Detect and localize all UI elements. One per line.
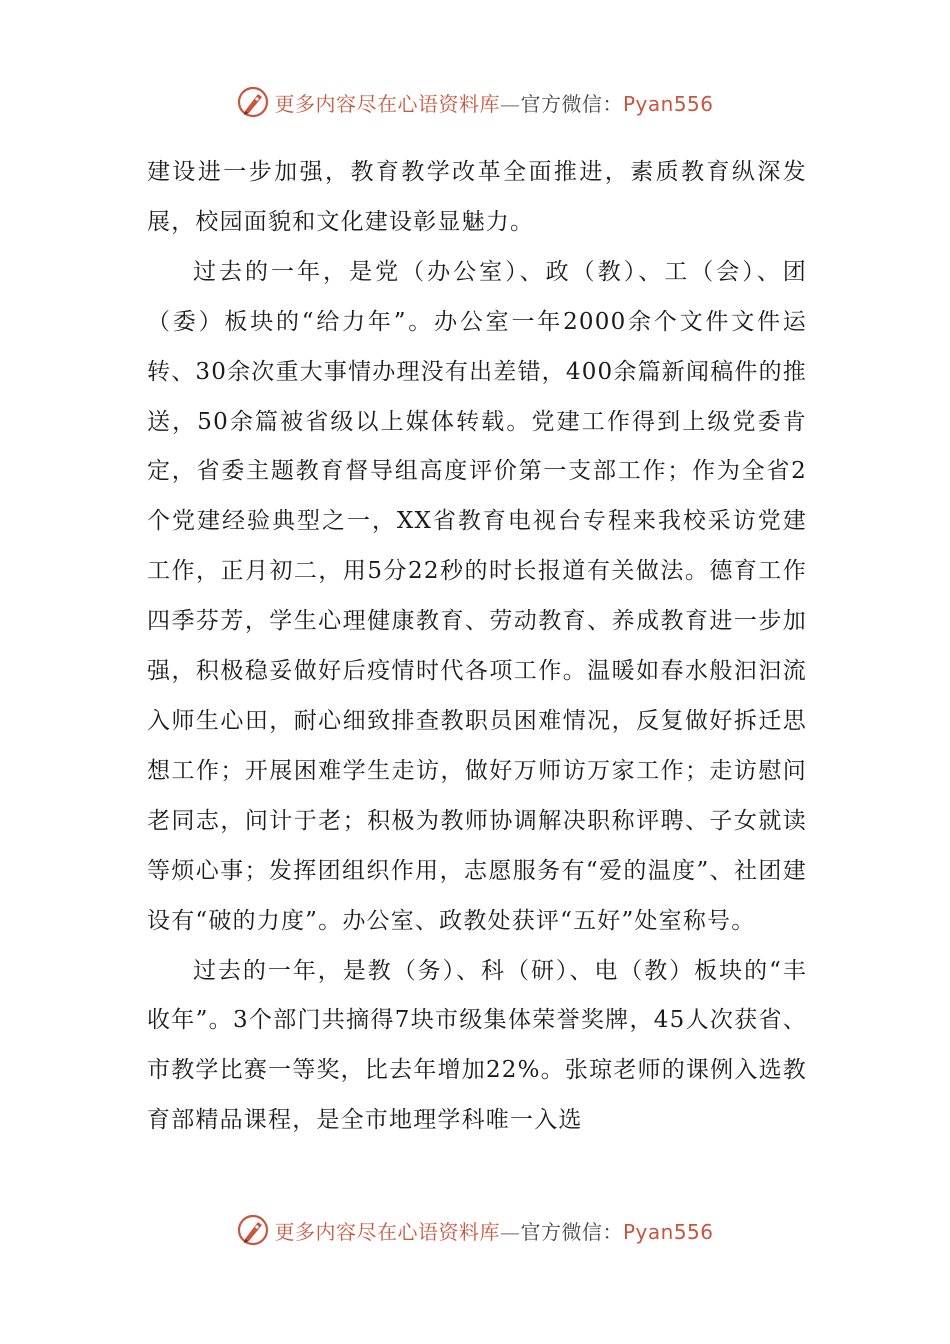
banner-text (274, 88, 713, 117)
banner-separator: — (499, 1219, 521, 1244)
paragraph-3: 过去的一年，是教（务）、科（研）、电（教）板块的“丰收年”。3个部门共摘得7块市级集体荣誉奖牌，45人次获省、市教学比赛一等奖，比去年增加22%。张琼老师的课例入选教育部精品课程，是全市地理学科唯一入选 (147, 957, 807, 1134)
banner-separator: — (499, 91, 521, 116)
banner-text (274, 1216, 713, 1245)
banner-main-text: 更多内容尽在心语资料库 (274, 91, 500, 116)
banner-main-text: 更多内容尽在心语资料库 (274, 1219, 500, 1244)
banner-wechat-id: Pyan556 (622, 1219, 714, 1244)
document-body (147, 148, 807, 1146)
pen-nib-logo-icon (236, 1213, 270, 1247)
banner-wechat-id: Pyan556 (622, 91, 714, 116)
paragraph-2: 过去的一年，是党（办公室）、政（教）、工（会）、团（委）板块的“给力年”。办公室一年2000余个文件文件运转、30余次重大事情办理没有出差错，400余篇新闻稿件的推送，50余篇被省级以上媒体转载。党建工作得到上级党委肯定，省委主题教育督导组高度评价第一支部工作；作为全省2个党建经验典型之一，XX省教育电视台专程来我校采访党建工作，正月初二，用5分22秒的时长报道有关做法。德育工作四季芬芳，学生心理健康教育、劳动教育、养成教育进一步加强，积极稳妥做好后疫情时代各项工作。温暖如春水般汩汩流入师生心田，耐心细致排查教职员困难情况，反复做好拆迁思想工作；开展困难学生走访，做好万师访万家工作；走访慰问老同志，问计于老；积极为教师协调解决职称评聘、子女就读等烦心事；发挥团组织作用，志愿服务有“爱的温度”、社团建设有“破的力度”。办公室、政教处获评“五好”处室称号。 (147, 258, 807, 934)
paragraph-1: 建设进一步加强，教育教学改革全面推进，素质教育纵深发展，校园面貌和文化建设彰显魅力。 (147, 159, 807, 235)
header-banner (0, 82, 950, 122)
footer-banner (0, 1210, 950, 1250)
banner-wechat-label: 官方微信： (520, 1219, 623, 1244)
banner-wechat-label: 官方微信： (520, 91, 623, 116)
pen-nib-logo-icon (236, 85, 270, 119)
